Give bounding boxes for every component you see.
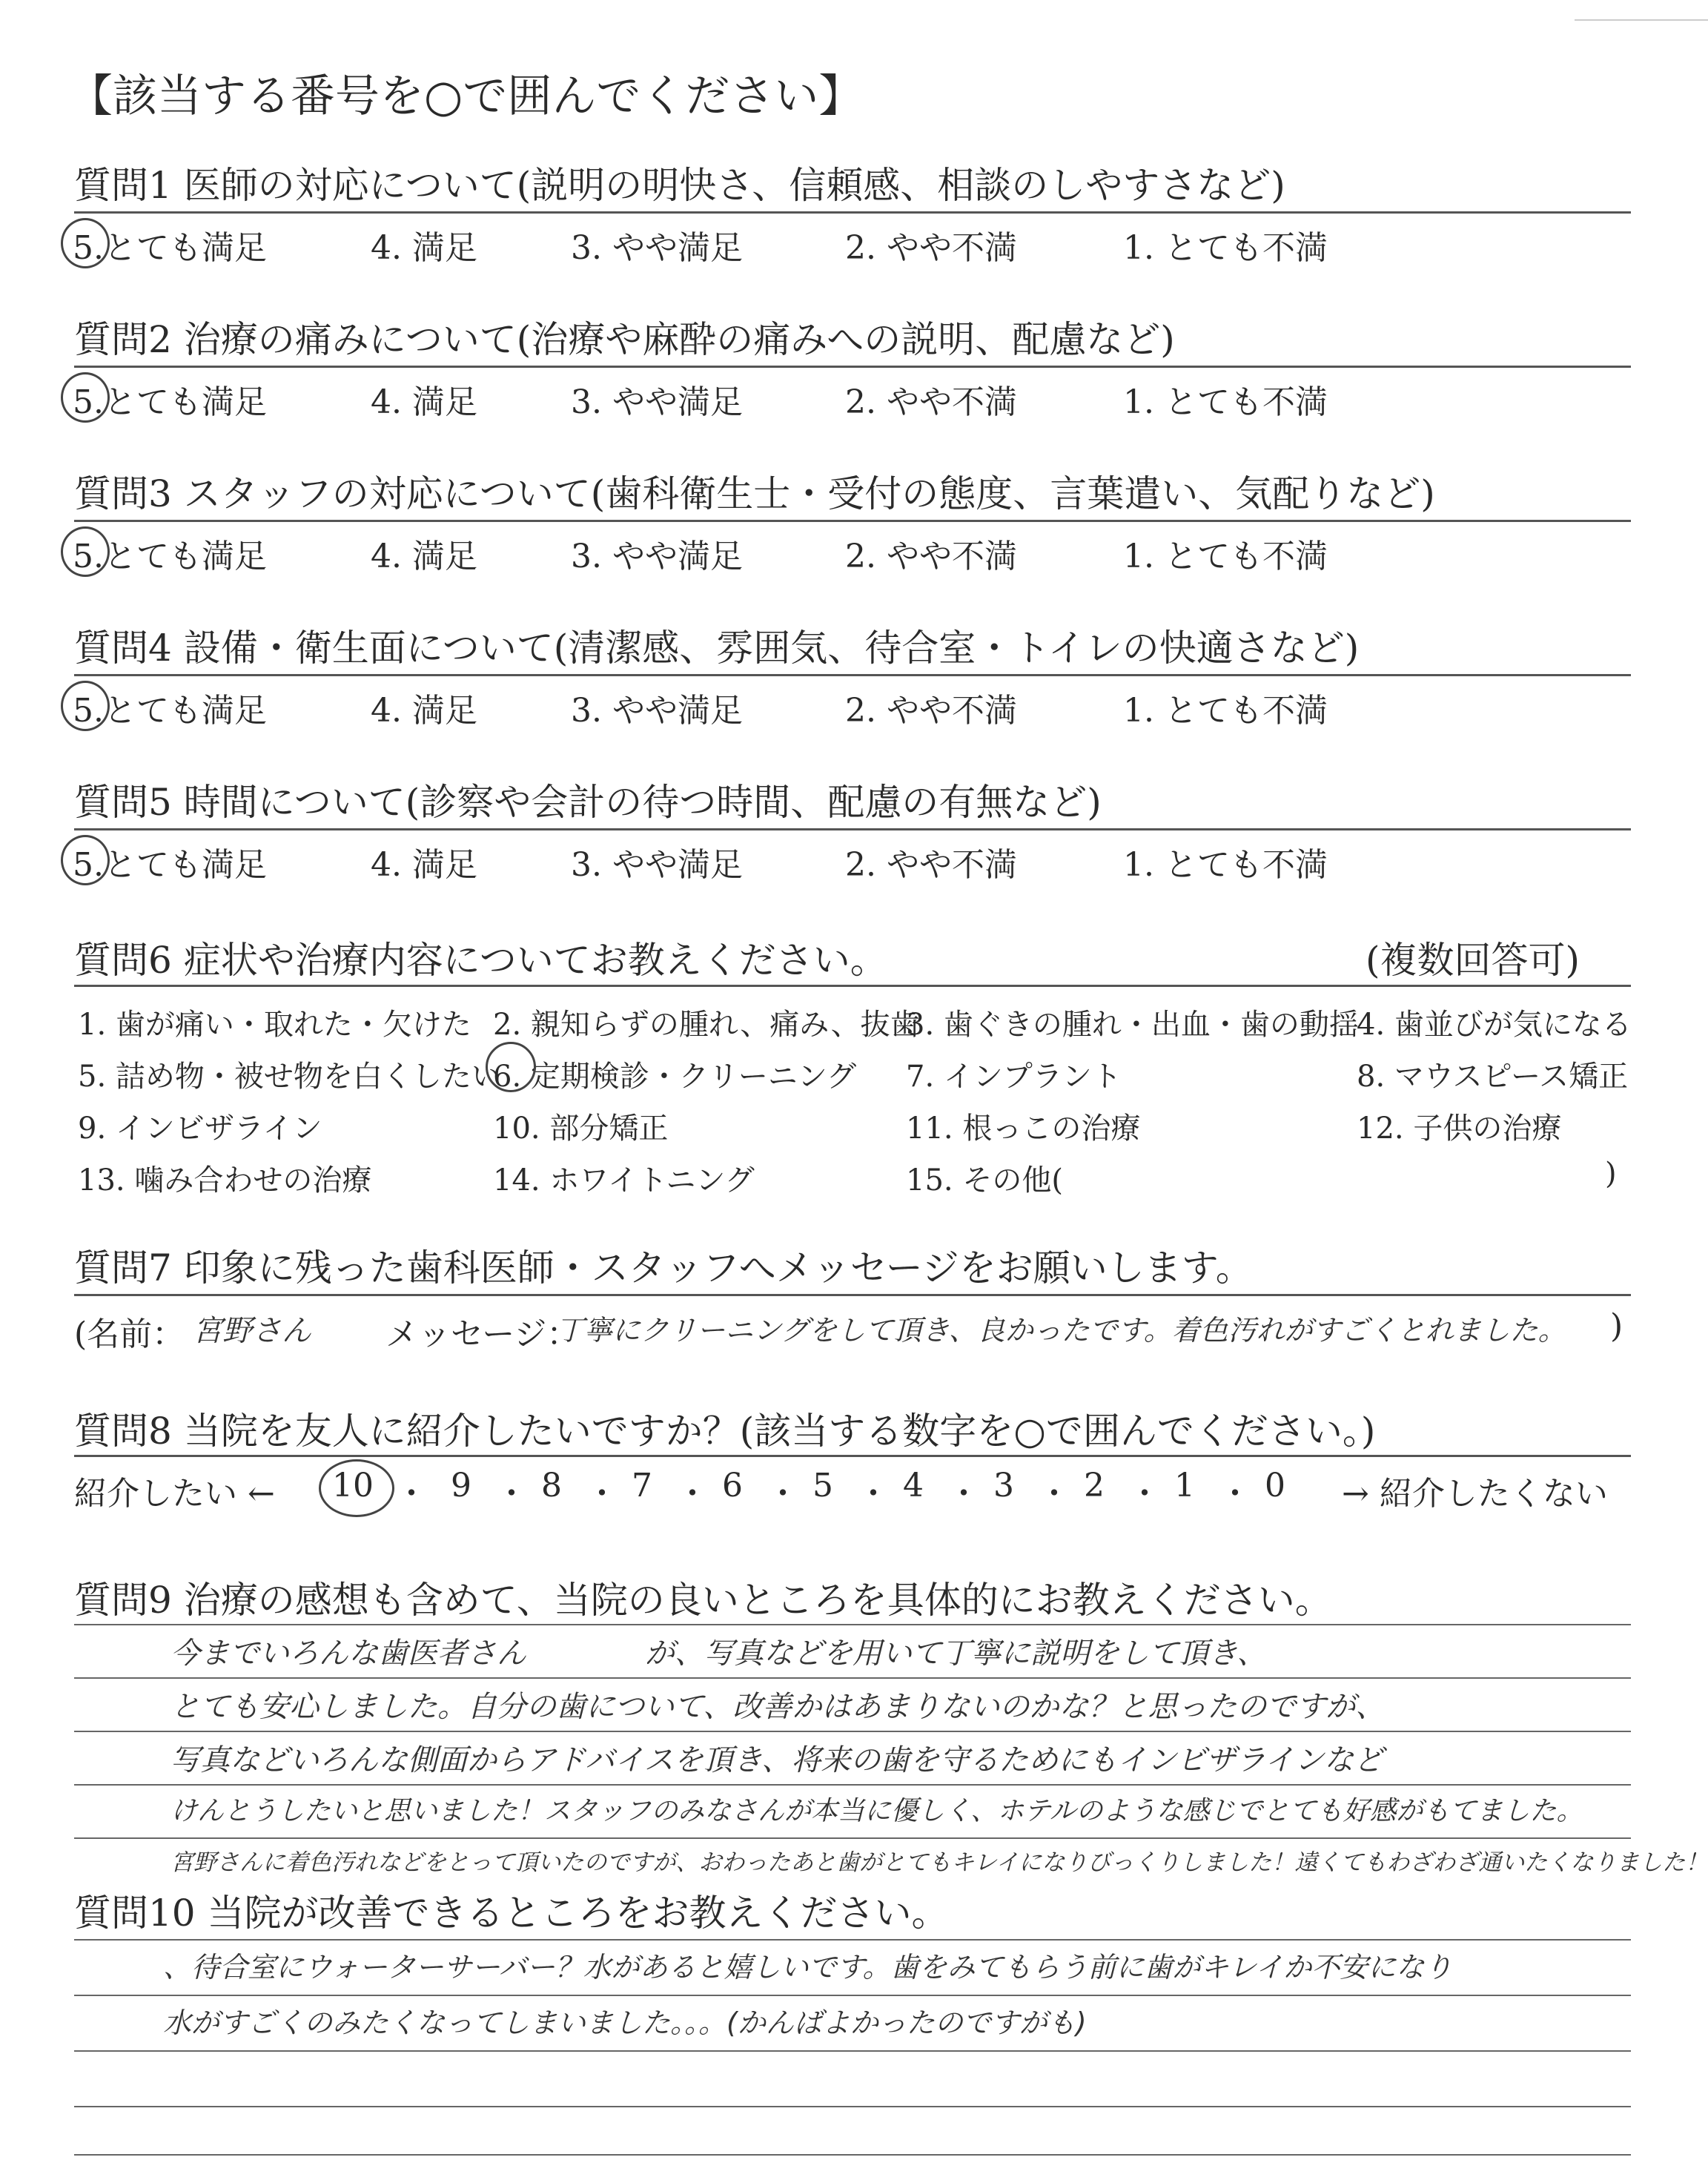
q8-separator-dot: ・: [395, 1475, 428, 1513]
q4-option-5[interactable]: 5.とても満足: [73, 692, 267, 730]
q8-score-4[interactable]: 4: [903, 1467, 924, 1505]
q7-name-value[interactable]: 宮野さん: [193, 1314, 311, 1348]
q5-rule: [74, 828, 1631, 830]
q8-separator-dot: ・: [857, 1475, 890, 1513]
q4-rule: [74, 674, 1631, 676]
q8-selected-mark: [319, 1459, 394, 1517]
q1-option-3[interactable]: 3. やや満足: [571, 229, 743, 267]
q9-answer-line-1[interactable]: 今までいろんな歯医者さん が、写真などを用いて丁寧に説明をして頂き、: [171, 1636, 1267, 1671]
q8-score-7[interactable]: 7: [632, 1467, 652, 1505]
q6-option-3[interactable]: 3. 歯ぐきの腫れ・出血・歯の動揺: [906, 1008, 1359, 1042]
q2-option-1[interactable]: 1. とても不満: [1123, 383, 1328, 421]
q9-answer-line-2[interactable]: とても安心しました。自分の歯について、改善かはあまりないのかな？と思ったのですが、: [171, 1690, 1386, 1724]
q6-option-6[interactable]: 6. 定期検診・クリーニング: [493, 1060, 857, 1094]
q5-option-2[interactable]: 2. やや不満: [845, 846, 1017, 884]
q1-option-5[interactable]: 5.とても満足: [73, 229, 267, 267]
q8-score-6[interactable]: 6: [722, 1467, 743, 1505]
q8-separator-dot: ・: [495, 1475, 528, 1513]
q8-score-0[interactable]: 0: [1265, 1467, 1285, 1505]
q3-option-5[interactable]: 5.とても満足: [73, 538, 267, 575]
q8-score-3[interactable]: 3: [993, 1467, 1014, 1505]
q10-ruled-line: [74, 2154, 1631, 2156]
q8-score-5[interactable]: 5: [812, 1467, 833, 1505]
q2-option-3[interactable]: 3. やや満足: [571, 383, 743, 421]
q2-option-4[interactable]: 4. 満足: [371, 383, 477, 421]
q3-option-4[interactable]: 4. 満足: [371, 538, 477, 575]
q8-separator-dot: ・: [767, 1475, 799, 1513]
q6-note: (複数回答可): [1366, 939, 1580, 982]
q1-title: 質問1 医師の対応について(説明の明快さ、信頼感、相談のしやすさなど): [74, 164, 1285, 207]
q3-option-1[interactable]: 1. とても不満: [1123, 538, 1328, 575]
q10-ruled-line: [74, 2106, 1631, 2107]
q6-title: 質問6 症状や治療内容についてお教えください。: [74, 939, 887, 982]
q8-separator-dot: ・: [1038, 1475, 1070, 1513]
q8-score-1[interactable]: 1: [1174, 1467, 1195, 1505]
q4-selected-mark: [61, 681, 110, 731]
q9-ruled-line: [74, 1784, 1631, 1786]
q6-option-15[interactable]: 15. その他(: [906, 1163, 1063, 1198]
q6-selected-mark: [486, 1042, 536, 1092]
q4-title: 質問4 設備・衛生面について(清潔感、雰囲気、待合室・トイレの快適さなど): [74, 627, 1360, 670]
q5-option-5[interactable]: 5.とても満足: [73, 846, 267, 884]
q3-option-2[interactable]: 2. やや不満: [845, 538, 1017, 575]
q10-ruled-line: [74, 1939, 1631, 1941]
q2-option-2[interactable]: 2. やや不満: [845, 383, 1017, 421]
q1-option-1[interactable]: 1. とても不満: [1123, 229, 1328, 267]
q9-ruled-line: [74, 1837, 1631, 1839]
q8-left-label: 紹介したい ←: [74, 1475, 275, 1513]
q2-option-5[interactable]: 5.とても満足: [73, 383, 267, 421]
q2-rule: [74, 366, 1631, 368]
q5-option-3[interactable]: 3. やや満足: [571, 846, 743, 884]
q9-answer-line-5[interactable]: 宮野さんに着色汚れなどをとって頂いたのですが、おわったあと歯がとてもキレイになりびっくりしました！遠くてもわざわざ通いたくなりました！: [171, 1849, 1708, 1876]
q4-option-2[interactable]: 2. やや不満: [845, 692, 1017, 730]
q4-option-1[interactable]: 1. とても不満: [1123, 692, 1328, 730]
q2-title: 質問2 治療の痛みについて(治療や麻酔の痛みへの説明、配慮など): [74, 318, 1175, 361]
q3-option-3[interactable]: 3. やや満足: [571, 538, 743, 575]
q3-selected-mark: [61, 526, 110, 577]
q9-ruled-line: [74, 1731, 1631, 1732]
q8-score-10[interactable]: 10: [332, 1467, 374, 1505]
instruction-heading: 【該当する番号を○で囲んでください】: [68, 70, 864, 122]
q10-answer-line-2[interactable]: 水がすごくのみたくなってしまいました。。。(かんばよかったのですがも): [163, 2007, 1087, 2039]
q8-separator-dot: ・: [1219, 1475, 1251, 1513]
q8-separator-dot: ・: [676, 1475, 709, 1513]
q6-option-11[interactable]: 11. 根っこの治療: [906, 1112, 1141, 1146]
q7-close: ): [1610, 1307, 1623, 1345]
q6-option-10[interactable]: 10. 部分矯正: [493, 1112, 669, 1146]
q6-option-2[interactable]: 2. 親知らずの腫れ、痛み、抜歯: [493, 1008, 920, 1042]
q9-answer-line-4[interactable]: けんとうしたいと思いました！スタッフのみなさんが本当に優しく、ホテルのような感じでとても好感がもてました。: [171, 1796, 1583, 1826]
q6-option-16[interactable]: ): [1605, 1157, 1617, 1191]
q10-ruled-line: [74, 1995, 1631, 1996]
q7-message-value[interactable]: 丁寧にクリーニングをして頂き、良かったです。着色汚れがすごくとれました。: [556, 1314, 1566, 1347]
q6-option-4[interactable]: 4. 歯並びが気になる: [1357, 1008, 1632, 1042]
q7-message-label: メッセージ：: [385, 1315, 580, 1353]
q6-option-9[interactable]: 9. インビザライン: [78, 1112, 322, 1146]
q5-option-4[interactable]: 4. 満足: [371, 846, 477, 884]
q8-score-9[interactable]: 9: [451, 1467, 471, 1505]
q6-option-12[interactable]: 12. 子供の治療: [1357, 1112, 1562, 1146]
q1-option-2[interactable]: 2. やや不満: [845, 229, 1017, 267]
q6-option-1[interactable]: 1. 歯が痛い・取れた・欠けた: [78, 1008, 471, 1042]
q6-option-7[interactable]: 7. インプラント: [906, 1060, 1122, 1094]
q3-title: 質問3 スタッフの対応について(歯科衛生士・受付の態度、言葉遣い、気配りなど): [74, 472, 1435, 515]
q2-selected-mark: [61, 372, 110, 423]
q4-option-4[interactable]: 4. 満足: [371, 692, 477, 730]
q8-separator-dot: ・: [947, 1475, 980, 1513]
q3-rule: [74, 520, 1631, 522]
q10-title: 質問10 当院が改善できるところをお教えください。: [74, 1892, 949, 1935]
q5-selected-mark: [61, 835, 110, 885]
q9-answer-line-3[interactable]: 写真などいろんな側面からアドバイスを頂き、将来の歯を守るためにもインビザラインなど: [171, 1743, 1383, 1777]
q6-option-14[interactable]: 14. ホワイトニング: [493, 1163, 755, 1198]
q1-rule: [74, 211, 1631, 214]
q8-title: 質問8 当院を友人に紹介したいですか？(該当する数字を○で囲んでください。): [74, 1410, 1376, 1453]
q9-title: 質問9 治療の感想も含めて、当院の良いところを具体的にお教えください。: [74, 1579, 1332, 1622]
q9-ruled-line: [74, 1677, 1631, 1679]
q6-option-5[interactable]: 5. 詰め物・被せ物を白くしたい: [78, 1060, 501, 1094]
q8-separator-dot: ・: [1128, 1475, 1161, 1513]
q7-title: 質問7 印象に残った歯科医師・スタッフへメッセージをお願いします。: [74, 1246, 1253, 1289]
top-right-edge: [1575, 0, 1708, 21]
q4-option-3[interactable]: 3. やや満足: [571, 692, 743, 730]
q8-separator-dot: ・: [586, 1475, 618, 1513]
q5-title: 質問5 時間について(診察や会計の待つ時間、配慮の有無など): [74, 781, 1102, 824]
q1-option-4[interactable]: 4. 満足: [371, 229, 477, 267]
q8-right-label: → 紹介したくない: [1342, 1475, 1608, 1513]
q9-ruled-line: [74, 1624, 1631, 1625]
q10-answer-line-1[interactable]: 、待合室にウォーターサーバー？水があると嬉しいです。歯をみてもらう前に歯がキレイか不安になり: [163, 1951, 1453, 1984]
q1-selected-mark: [61, 218, 110, 268]
q7-name-label: (名前：: [74, 1315, 185, 1353]
q10-ruled-line: [74, 2050, 1631, 2052]
q6-option-8[interactable]: 8. マウスピース矯正: [1357, 1060, 1629, 1094]
q8-score-2[interactable]: 2: [1084, 1467, 1105, 1505]
q5-option-1[interactable]: 1. とても不満: [1123, 846, 1328, 884]
q8-score-8[interactable]: 8: [541, 1467, 562, 1505]
q6-option-13[interactable]: 13. 噛み合わせの治療: [78, 1163, 372, 1198]
